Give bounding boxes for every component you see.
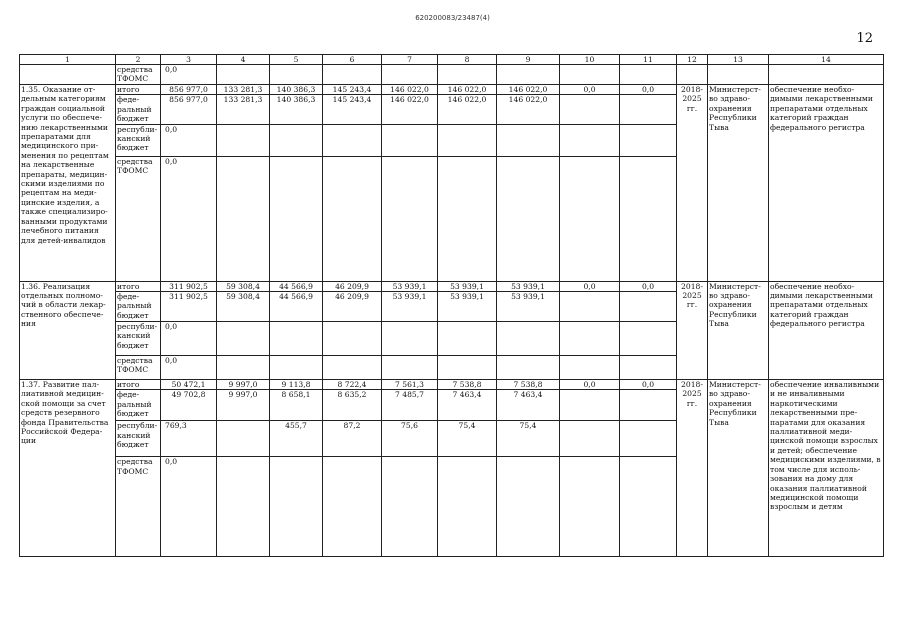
value-cell: 59 308,4 — [217, 292, 270, 322]
measure-name-cell: 1.36. Реализация отдельных полномочий в области лекарственного обеспечения — [20, 281, 116, 379]
header-row — [20, 55, 884, 65]
value-cell — [323, 322, 382, 356]
value-cell — [382, 356, 438, 380]
value-cell: 0,0 — [560, 281, 620, 291]
value-cell: 0,0 — [161, 322, 217, 356]
col-header: 12 — [677, 55, 708, 65]
period-cell: 2018-2025 гг. — [677, 380, 708, 557]
page-number: 12 — [856, 31, 873, 46]
source-cell: федеральный бюджет — [116, 292, 161, 322]
value-cell: 53 939,1 — [438, 281, 497, 291]
value-cell: 59 308,4 — [217, 281, 270, 291]
value-cell: 46 209,9 — [323, 281, 382, 291]
value-cell — [438, 156, 497, 281]
value-cell: 0,0 — [620, 85, 677, 95]
value-cell: 856 977,0 — [161, 95, 217, 124]
result-cell: обеспечение инваливными и не инваливными наркотическими лекарственными препаратами для оказания паллиативной медицинской помощи взрослых и детей; обеспечение медицискими изделиями, в том числе для использования на дому для оказания паллиативной медицинской помощи взрослым и детям — [769, 380, 884, 557]
source-cell: итого — [116, 380, 161, 390]
value-cell — [560, 156, 620, 281]
value-cell — [560, 95, 620, 124]
value-cell: 0,0 — [161, 156, 217, 281]
value-cell: 455,7 — [270, 421, 323, 457]
value-cell — [270, 156, 323, 281]
value-cell: 146 022,0 — [497, 95, 560, 124]
value-cell — [323, 356, 382, 380]
value-cell: 49 702,8 — [161, 390, 217, 421]
value-cell: 146 022,0 — [382, 95, 438, 124]
col-header: 8 — [438, 55, 497, 65]
value-cell — [382, 156, 438, 281]
value-cell: 0,0 — [620, 380, 677, 390]
value-cell: 0,0 — [560, 85, 620, 95]
source-cell: итого — [116, 85, 161, 95]
source-cell: средства ТФОМС — [116, 156, 161, 281]
executor-cell: Министерство здравоохранения Республики Тыва — [708, 85, 769, 282]
col-header: 2 — [116, 55, 161, 65]
value-cell — [620, 156, 677, 281]
value-cell — [497, 322, 560, 356]
col-header: 14 — [769, 55, 884, 65]
value-cell — [620, 356, 677, 380]
value-cell: 146 022,0 — [438, 85, 497, 95]
source-cell: федеральный бюджет — [116, 390, 161, 421]
value-cell — [560, 390, 620, 421]
value-cell: 53 939,1 — [438, 292, 497, 322]
value-cell — [620, 124, 677, 156]
value-cell — [323, 124, 382, 156]
value-cell — [560, 292, 620, 322]
value-cell: 311 902,5 — [161, 292, 217, 322]
value-cell — [560, 356, 620, 380]
value-cell — [270, 124, 323, 156]
table-row — [20, 380, 884, 390]
value-cell — [217, 322, 270, 356]
col-header: 9 — [497, 55, 560, 65]
period-cell: 2018-2025 гг. — [677, 281, 708, 379]
value-cell — [438, 457, 497, 557]
result-cell: обеспечение необходимыми лекарственными препаратами отдельных категорий граждан федерального регистра — [769, 85, 884, 282]
value-cell: 8 722,4 — [323, 380, 382, 390]
value-cell: 7 463,4 — [438, 390, 497, 421]
source-cell: средства ТФОМС — [116, 457, 161, 557]
value-cell — [217, 356, 270, 380]
source-cell: средства ТФОМС — [116, 65, 161, 85]
value-cell — [497, 457, 560, 557]
value-cell: 7 485,7 — [382, 390, 438, 421]
value-cell — [270, 356, 323, 380]
value-cell: 146 022,0 — [497, 85, 560, 95]
value-cell: 53 939,1 — [497, 281, 560, 291]
program-table — [19, 54, 884, 557]
value-cell: 8 658,1 — [270, 390, 323, 421]
value-cell — [620, 322, 677, 356]
executor-cell: Министерство здравоохранения Республики Тыва — [708, 281, 769, 379]
value-cell: 50 472,1 — [161, 380, 217, 390]
value-cell: 145 243,4 — [323, 95, 382, 124]
value-cell — [560, 457, 620, 557]
value-cell — [620, 95, 677, 124]
value-cell: 311 902,5 — [161, 281, 217, 291]
value-cell — [560, 322, 620, 356]
value-cell: 75,4 — [497, 421, 560, 457]
measure-name-cell: 1.37. Развитие паллиативной медицинской помощи за счет средств резервного фонда Правительства Российской Федерации — [20, 380, 116, 557]
value-cell: 133 281,3 — [217, 95, 270, 124]
value-cell — [620, 457, 677, 557]
value-cell: 44 566,9 — [270, 292, 323, 322]
value-cell — [217, 457, 270, 557]
value-cell — [497, 156, 560, 281]
value-cell — [382, 322, 438, 356]
value-cell: 9 113,8 — [270, 380, 323, 390]
value-cell: 9 997,0 — [217, 380, 270, 390]
value-cell — [438, 322, 497, 356]
value-cell: 140 386,3 — [270, 85, 323, 95]
value-cell: 46 209,9 — [323, 292, 382, 322]
value-cell: 0,0 — [161, 457, 217, 557]
value-cell: 0,0 — [620, 281, 677, 291]
measure-name-cell: 1.35. Оказание отдельным категориям граждан социальной услуги по обеспечению лекарственными препаратами для медицинского применения по рецептам на лекарственные препараты, медицинскими изделиями по рецептам на медицинские изделия, а также специализированными продуктами лечебного питания для детей-инвалидов — [20, 85, 116, 282]
result-cell: обеспечение необходимыми лекарственными препаратами отдельных категорий граждан федерального регистра — [769, 281, 884, 379]
col-header: 3 — [161, 55, 217, 65]
col-header: 1 — [20, 55, 116, 65]
value-cell — [217, 156, 270, 281]
value-cell: 53 939,1 — [382, 292, 438, 322]
col-header: 7 — [382, 55, 438, 65]
value-cell: 75,4 — [438, 421, 497, 457]
source-cell: республиканский бюджет — [116, 322, 161, 356]
name-cell — [20, 65, 116, 85]
value-cell: 769,3 — [161, 421, 217, 457]
table-row — [20, 281, 884, 291]
value-cell: 856 977,0 — [161, 85, 217, 95]
value-cell — [217, 124, 270, 156]
value-cell — [438, 124, 497, 156]
value-cell: 44 566,9 — [270, 281, 323, 291]
value-cell: 0,0 — [161, 65, 217, 85]
value-cell — [620, 421, 677, 457]
value-cell — [560, 124, 620, 156]
value-cell: 140 386,3 — [270, 95, 323, 124]
value-cell: 53 939,1 — [497, 292, 560, 322]
value-cell — [323, 156, 382, 281]
col-header: 4 — [217, 55, 270, 65]
value-cell: 7 538,8 — [438, 380, 497, 390]
document-id: 620200083/23487(4) — [415, 14, 490, 22]
value-cell: 7 463,4 — [497, 390, 560, 421]
value-cell: 146 022,0 — [382, 85, 438, 95]
source-cell: республиканский бюджет — [116, 421, 161, 457]
period-cell: 2018-2025 гг. — [677, 85, 708, 282]
executor-cell: Министерство здравоохранения Республики Тыва — [708, 380, 769, 557]
col-header: 13 — [708, 55, 769, 65]
source-cell: итого — [116, 281, 161, 291]
value-cell — [620, 390, 677, 421]
value-cell: 7 561,3 — [382, 380, 438, 390]
source-cell: средства ТФОМС — [116, 356, 161, 380]
value-cell: 0,0 — [161, 356, 217, 380]
value-cell — [270, 457, 323, 557]
value-cell: 0,0 — [560, 380, 620, 390]
source-cell: федеральный бюджет — [116, 95, 161, 124]
value-cell — [620, 292, 677, 322]
value-cell: 146 022,0 — [438, 95, 497, 124]
value-cell: 53 939,1 — [382, 281, 438, 291]
col-header: 11 — [620, 55, 677, 65]
col-header: 10 — [560, 55, 620, 65]
value-cell: 0,0 — [161, 124, 217, 156]
value-cell: 9 997,0 — [217, 390, 270, 421]
value-cell — [438, 356, 497, 380]
value-cell — [270, 322, 323, 356]
value-cell: 7 538,8 — [497, 380, 560, 390]
value-cell — [382, 124, 438, 156]
value-cell: 75,6 — [382, 421, 438, 457]
carryover-row — [20, 65, 884, 85]
value-cell — [323, 457, 382, 557]
value-cell — [497, 356, 560, 380]
value-cell: 145 243,4 — [323, 85, 382, 95]
col-header: 6 — [323, 55, 382, 65]
value-cell — [382, 457, 438, 557]
value-cell: 87,2 — [323, 421, 382, 457]
value-cell: 133 281,3 — [217, 85, 270, 95]
source-cell: республиканский бюджет — [116, 124, 161, 156]
col-header: 5 — [270, 55, 323, 65]
table-row — [20, 85, 884, 95]
value-cell: 8 635,2 — [323, 390, 382, 421]
value-cell — [217, 421, 270, 457]
value-cell — [497, 124, 560, 156]
value-cell — [560, 421, 620, 457]
